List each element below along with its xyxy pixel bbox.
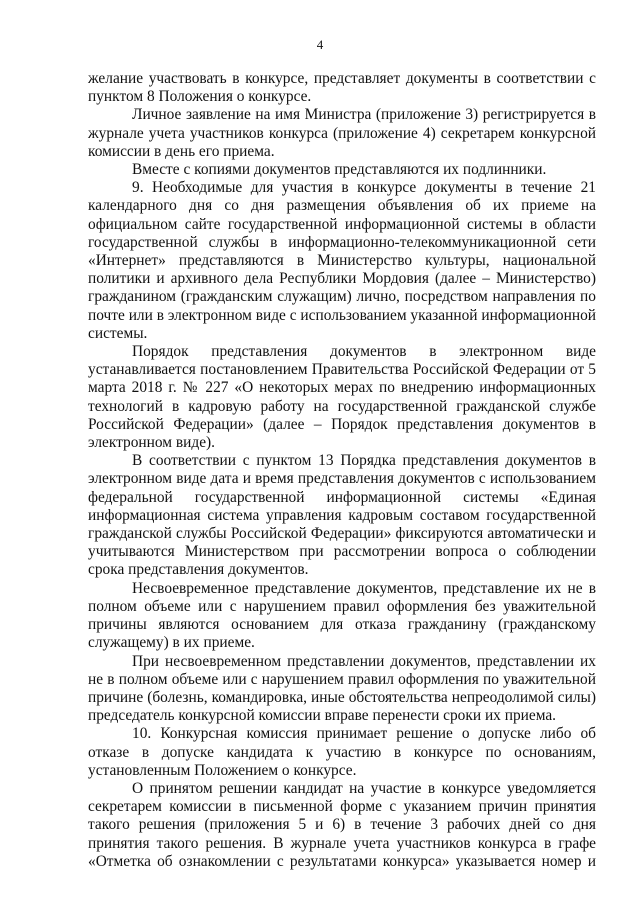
paragraph: 10. Конкурсная комиссия принимает решение о допуске либо об отказе в допуске кандидата к участию в конкурсе по основаниям, установленным Положением о конкурсе. [88, 725, 596, 779]
page-number: 4 [316, 37, 324, 52]
paragraph: О принятом решении кандидат на участие в конкурсе уведомляется секретарем комиссии в письменной форме с указанием причин принятия такого решения (приложения 5 и 6) в течение 3 рабочих дней со дня принятия такого решения. В журнале учета участников конкурса в графе «Отметка об ознакомлении с результатами конкурса» указывается номер и [88, 779, 596, 870]
paragraph: желание участвовать в конкурсе, представляет документы в соответствии с пунктом 8 Положения о конкурсе. [88, 70, 596, 106]
paragraph: Несвоевременное представление документов, представление их не в полном объеме или с нарушением правил оформления без уважительной причины являются основанием для отказа гражданину (гражданскому служащему) в их приеме. [88, 579, 596, 652]
document-body [88, 70, 596, 871]
paragraph: 9. Необходимые для участия в конкурсе документы в течение 21 календарного дня со дня размещения объявления об их приеме на официальном сайте государственной информационной системы в области государственной службы в информационно-телекоммуникационной сети «Интернет» представляются в Министерство культуры, национальной политики и архивного дела Республики Мордовия (далее – Министерство) гражданином (гражданским служащим) лично, посредством направления по почте или в электронном виде с использованием указанной информационной системы. [88, 179, 596, 342]
paragraph: Порядок представления документов в электронном виде устанавливается постановлением Правительства Российской Федерации от 5 марта 2018 г. № 227 «О некоторых мерах по внедрению информационных технологий в кадровую работу на государственной гражданской службе Российской Федерации» (далее – Порядок представления документов в электронном виде). [88, 343, 596, 452]
paragraph: Вместе с копиями документов представляются их подлинники. [132, 161, 547, 179]
paragraph: В соответствии с пунктом 13 Порядка представления документов в электронном виде дата и время представления документов с использованием федеральной государственной информационной системы «Единая информационная система управления кадровым составом государственной гражданской службы Российской Федерации» фиксируются автоматически и учитываются Министерством при рассмотрении вопроса о соблюдении срока представления документов. [88, 452, 596, 579]
paragraph: При несвоевременном представлении документов, представлении их не в полном объеме или с нарушением правил оформления по уважительной причине (болезнь, командировка, иные обстоятельства непреодолимой силы) председатель конкурсной комиссии вправе перенести сроки их приема. [88, 652, 596, 725]
paragraph: Личное заявление на имя Министра (приложение 3) регистрируется в журнале учета участников конкурса (приложение 4) секретарем конкурсной комиссии в день его приема. [88, 106, 596, 160]
